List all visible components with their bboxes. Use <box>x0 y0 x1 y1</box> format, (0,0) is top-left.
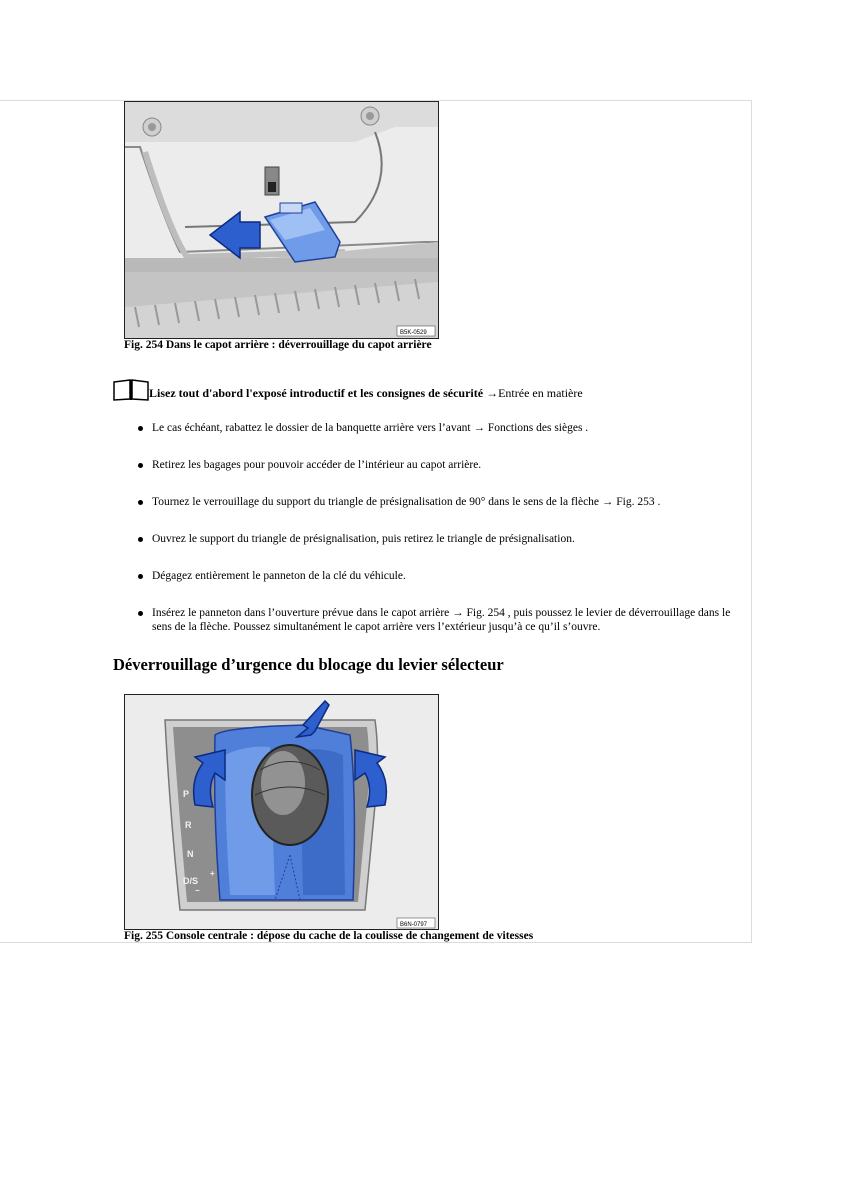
figure-254-image <box>124 101 439 339</box>
list-item: Insérez le panneton dans l’ouverture prévue dans le capot arrière → Fig. 254 , puis poussez le levier de déverrouillage dans le sens de la flèche. Poussez simultanément le capot arrière vers l’extérieur jusqu’à ce qu’il s’ouvre. <box>136 606 736 634</box>
bullet-dot <box>138 574 143 579</box>
frame-right-line <box>751 100 752 943</box>
figure-254-caption: Fig. 254 Dans le capot arrière : déverrouillage du capot arrière <box>124 339 432 351</box>
gear-minus-label: − <box>195 886 200 895</box>
bullet-dot <box>138 537 143 542</box>
gear-label-p: P <box>183 789 190 799</box>
notice-bold-text: Lisez tout d'abord l'exposé introductif et les consignes de sécurité <box>149 386 484 400</box>
gear-label-r: R <box>185 820 192 830</box>
figure-255-caption: Fig. 255 Console centrale : dépose du cache de la coulisse de changement de vitesses <box>124 930 534 942</box>
list-item: Ouvrez le support du triangle de présignalisation, puis retirez le triangle de présignalisation. <box>136 532 736 546</box>
notice-link[interactable]: →Entrée en matière <box>486 386 583 400</box>
safety-notice <box>113 377 583 401</box>
list-item: Le cas échéant, rabattez le dossier de la banquette arrière vers l’avant → Fonctions des sièges . <box>136 421 736 435</box>
figure-255-image <box>124 694 439 930</box>
book-icon <box>113 379 149 401</box>
list-item: Tournez le verrouillage du support du triangle de présignalisation de 90° dans le sens de la flèche → Fig. 253 . <box>136 495 736 509</box>
tailgate-key-illustration <box>125 102 438 338</box>
instruction-list <box>136 421 736 634</box>
section-heading: Déverrouillage d’urgence du blocage du levier sélecteur <box>113 655 504 674</box>
gear-selector-illustration <box>125 695 438 929</box>
figure-254-code: B5K-0529 <box>400 330 427 336</box>
list-item: Retirez les bagages pour pouvoir accéder de l’intérieur au capot arrière. <box>136 458 736 472</box>
gear-plus-label: + <box>210 869 215 878</box>
gear-label-ds: D/S <box>183 876 199 886</box>
frame-bottom-line <box>0 942 752 943</box>
bullet-dot <box>138 500 143 505</box>
bullet-dot <box>138 463 143 468</box>
gear-label-n: N <box>187 849 194 859</box>
figure-255-code: B6N-0797 <box>400 922 428 928</box>
bullet-dot <box>138 611 143 616</box>
bullet-dot <box>138 426 143 431</box>
list-item: Dégagez entièrement le panneton de la clé du véhicule. <box>136 569 736 583</box>
